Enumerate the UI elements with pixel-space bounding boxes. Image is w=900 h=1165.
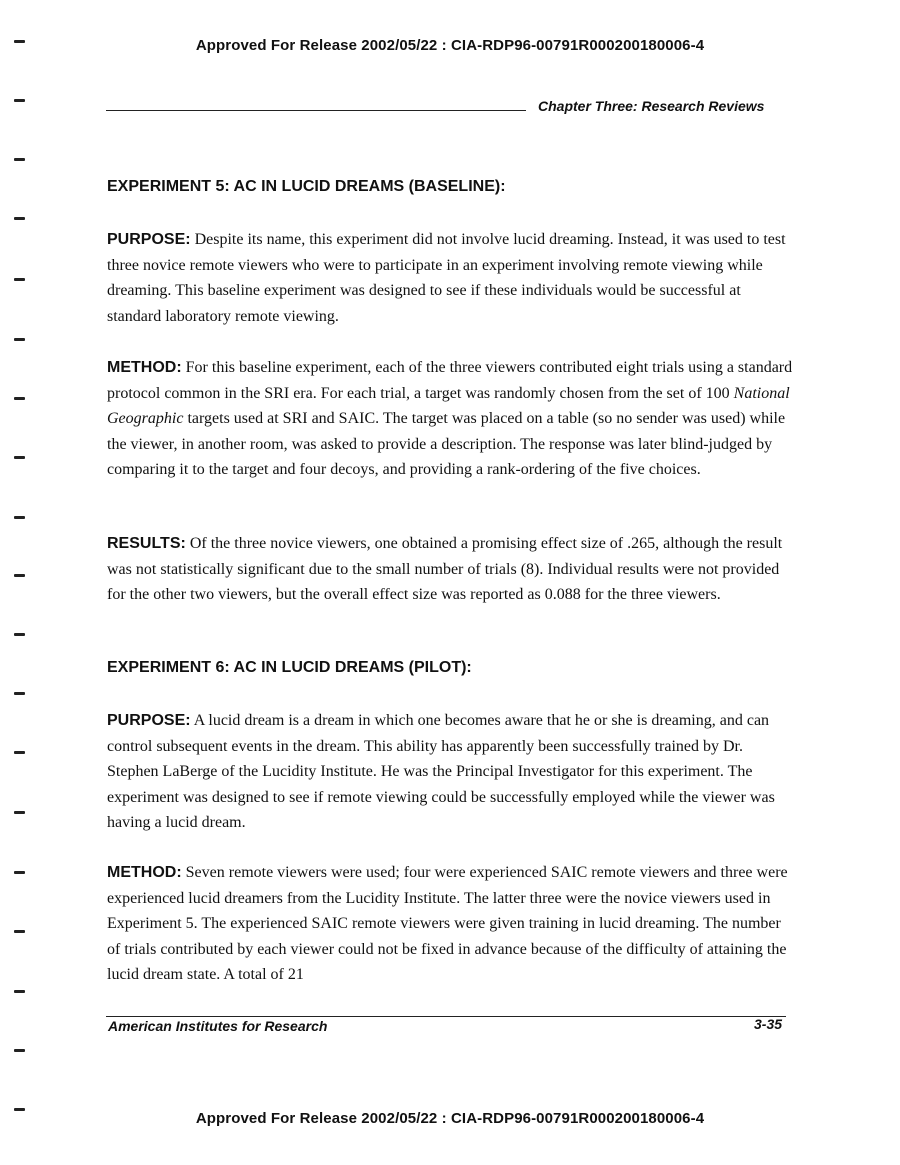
binder-mark <box>14 158 25 161</box>
binder-mark <box>14 871 25 874</box>
method-text-continued: targets used at SRI and SAIC. The target was placed on a table (so no sender was used) while the viewer, in another room, was asked to provide a description. The response was later blind-judged by comparing it to the target and four decoys, and providing a rank-ordering of the five choices. <box>107 410 786 478</box>
purpose-text: Despite its name, this experiment did not involve lucid dreaming. Instead, it was used to test three novice remote viewers who were to participate in an experiment involving remote viewing while dreaming. This baseline experiment was designed to see if these individuals would be successful at standard laboratory remote viewing. <box>107 231 786 325</box>
binder-mark <box>14 217 25 220</box>
experiment-6-heading: EXPERIMENT 6: AC IN LUCID DREAMS (PILOT): <box>107 659 472 676</box>
experiment-5-purpose <box>107 227 797 329</box>
binder-mark <box>14 338 25 341</box>
method-text: For this baseline experiment, each of the three viewers contributed eight trials using a standard protocol common in the SRI era. For each trial, a target was randomly chosen from the set of 100 <box>107 359 793 402</box>
experiment-5-method <box>107 355 797 483</box>
binder-mark <box>14 930 25 933</box>
binder-mark <box>14 516 25 519</box>
binder-mark <box>14 990 25 993</box>
footer-organization: American Institutes for Research <box>108 1018 328 1034</box>
purpose-text: A lucid dream is a dream in which one becomes aware that he or she is dreaming, and can control subsequent events in the dream. This ability has apparently been successfully trained by Dr. Stephen LaBerge of the Lucidity Institute. He was the Principal Investigator for this experiment. The experiment was designed to see if remote viewing could be successfully employed while the viewer was having a lucid dream. <box>107 712 775 831</box>
method-italic-text: National Geographic <box>107 384 790 427</box>
binder-mark <box>14 751 25 754</box>
binder-mark <box>14 633 25 636</box>
binder-mark <box>14 397 25 400</box>
binder-mark <box>14 692 25 695</box>
binder-mark <box>14 811 25 814</box>
page-number: 3-35 <box>754 1016 783 1032</box>
results-label: RESULTS: <box>107 535 186 552</box>
binder-mark <box>14 278 25 281</box>
release-banner-top: Approved For Release 2002/05/22 : CIA-RDP96-00791R000200180006-4 <box>195 37 705 54</box>
experiment-6-purpose <box>107 708 797 836</box>
release-banner-bottom: Approved For Release 2002/05/22 : CIA-RDP96-00791R000200180006-4 <box>195 1110 705 1127</box>
experiment-6-method <box>107 860 797 988</box>
binder-mark <box>14 574 25 577</box>
binder-mark <box>14 1049 25 1052</box>
purpose-label: PURPOSE: <box>107 231 191 248</box>
header-rule <box>106 110 526 111</box>
results-text: Of the three novice viewers, one obtained a promising effect size of .265, although the result was not statistically significant due to the small number of trials (8). Individual results were not provided for the other two viewers, but the overall effect size was reported as 0.088 for the three viewers. <box>107 535 783 603</box>
binder-mark <box>14 456 25 459</box>
purpose-label: PURPOSE: <box>107 712 191 729</box>
method-label: METHOD: <box>107 864 182 881</box>
method-label: METHOD: <box>107 359 182 376</box>
binder-mark <box>14 99 25 102</box>
chapter-header: Chapter Three: Research Reviews <box>538 98 765 114</box>
experiment-5-heading: EXPERIMENT 5: AC IN LUCID DREAMS (BASELINE): <box>107 178 506 195</box>
experiment-5-results <box>107 531 797 608</box>
footer-rule <box>106 1016 786 1017</box>
method-text: Seven remote viewers were used; four were experienced SAIC remote viewers and three were experienced lucid dreamers from the Lucidity Institute. The latter three were the novice viewers used in Experiment 5. The experienced SAIC remote viewers were given training in lucid dreaming. The number of trials contributed by each viewer could not be fixed in advance because of the difficulty of attaining the lucid dream state. A total of 21 <box>107 864 788 983</box>
